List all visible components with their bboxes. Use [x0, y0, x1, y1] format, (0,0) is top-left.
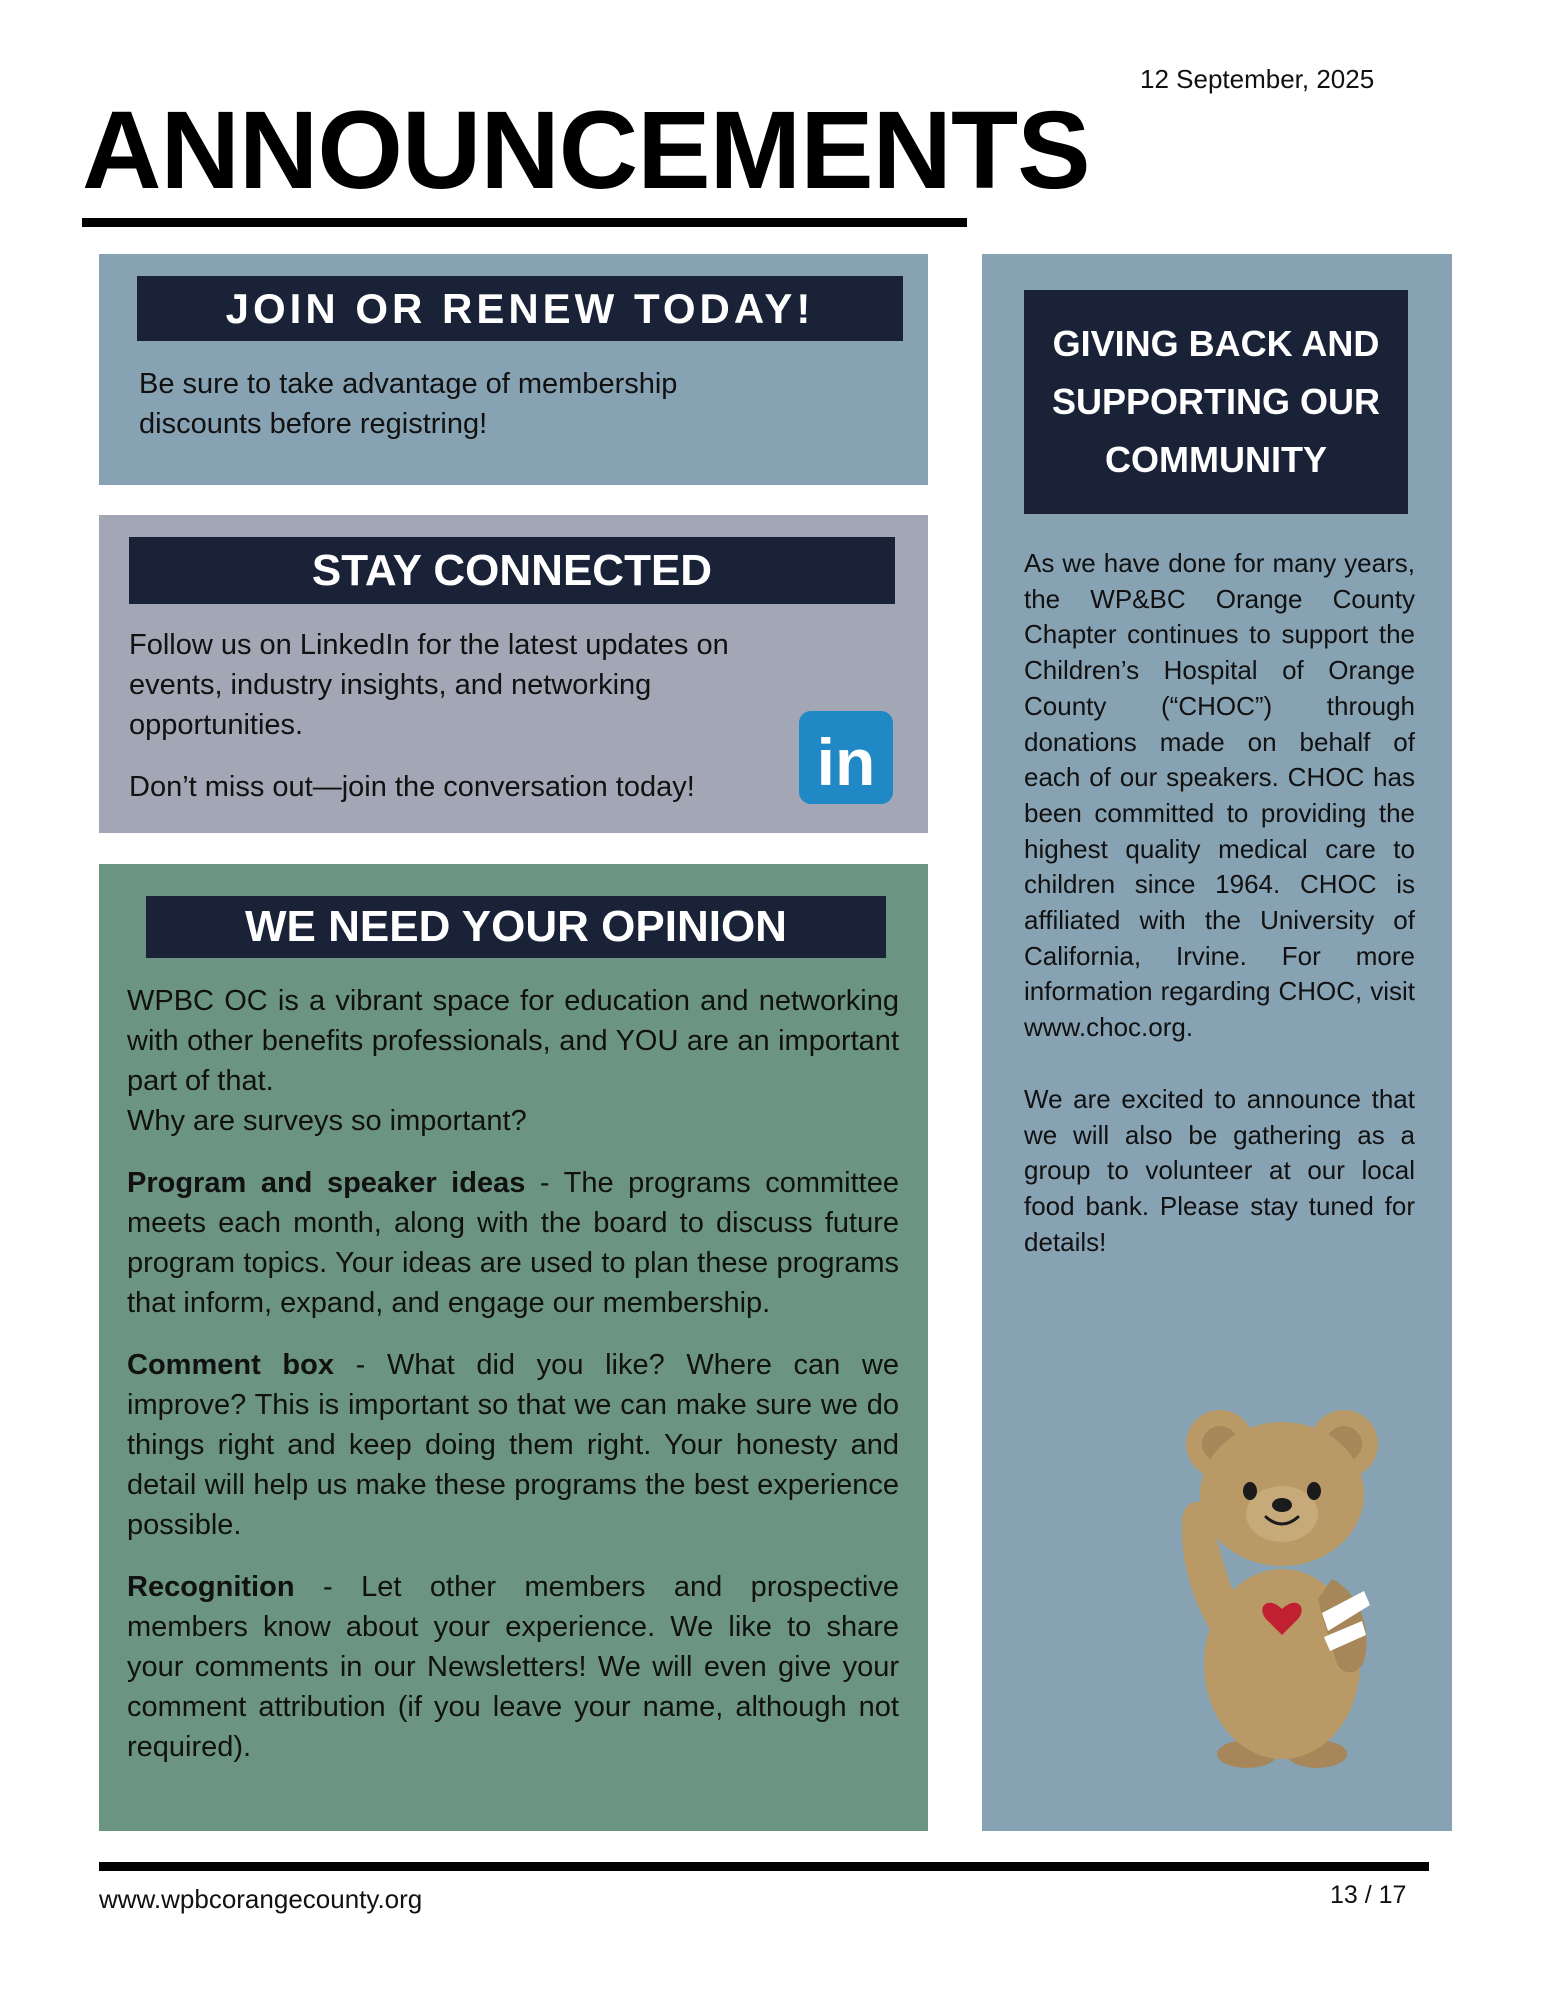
footer-divider — [99, 1862, 1429, 1871]
bear-left-eye — [1243, 1482, 1257, 1500]
date: 12 September, 2025 — [1140, 64, 1375, 94]
giving-paragraph-1: As we have done for many years, the WP&BC Orange County Chapter continues to support the Children’s Hospital of Orange County (“CHOC”) through donations made on behalf of each of our speakers. CHOC has been committed to providing the highest quality medical care to children since 1964. CHOC is affiliated with the University of California, Irvine. For more information regarding CHOC, visit www.choc.org. — [1024, 548, 1415, 1043]
giving-panel — [982, 254, 1452, 1831]
giving-text — [1024, 546, 1415, 1260]
connect-paragraph-1: Follow us on LinkedIn for the latest updates on events, industry insights, and networking opportunities. — [129, 629, 729, 741]
opinion-panel — [99, 864, 928, 1831]
opinion-heading: WE NEED YOUR OPINION — [146, 896, 886, 958]
connect-text — [129, 625, 829, 807]
giving-paragraph-2: We are excited to announce that we will also be gathering as a group to volunteer at our local food bank. Please stay tuned for details! — [1024, 1083, 1415, 1257]
join-line-1: Be sure to take advantage of membership — [139, 368, 678, 400]
teddy-bear-illustration — [1172, 1399, 1392, 1774]
opinion-item-title: Comment box — [127, 1349, 334, 1381]
footer-website-link[interactable]: www.wpbcorangecounty.org — [99, 1884, 423, 1914]
linkedin-icon-label: in — [816, 725, 876, 799]
bear-muzzle — [1246, 1486, 1318, 1542]
opinion-text — [127, 981, 899, 1767]
join-line-2: discounts before registring! — [139, 408, 488, 440]
bear-right-eye — [1307, 1482, 1321, 1500]
join-panel — [99, 254, 928, 485]
opinion-question: Why are surveys so important? — [127, 1105, 527, 1137]
opinion-item-text: - What did you like? Where can we improve? This is important so that we can make sure we do things right and keep doing them right. Your honesty and detail will help us make these programs the best experience possible. — [127, 1349, 899, 1541]
page-title: ANNOUNCEMENTS — [82, 89, 1090, 212]
opinion-item-text: - The programs committee meets each month, along with the board to discuss future program topics. Your ideas are used to plan these programs that inform, expand, and engage our membership. — [127, 1167, 899, 1319]
opinion-intro: WPBC OC is a vibrant space for education and networking with other benefits professionals, and YOU are an important part of that. — [127, 985, 899, 1097]
join-text — [139, 364, 839, 444]
title-divider — [82, 218, 967, 227]
giving-heading: GIVING BACK AND SUPPORTING OUR COMMUNITY — [1024, 290, 1408, 514]
bear-nose — [1272, 1498, 1292, 1512]
page-number: 13 / 17 — [1330, 1881, 1407, 1909]
connect-paragraph-2: Don’t miss out—join the conversation today! — [129, 771, 695, 803]
opinion-item-title: Recognition — [127, 1571, 295, 1603]
join-heading: JOIN OR RENEW TODAY! — [137, 276, 903, 341]
opinion-item-program — [127, 1163, 899, 1323]
connect-heading: STAY CONNECTED — [129, 537, 895, 604]
connect-panel — [99, 515, 928, 833]
linkedin-icon[interactable] — [799, 711, 893, 804]
opinion-item-recognition — [127, 1567, 899, 1767]
opinion-item-text: - Let other members and prospective members know about your experience. We like to share your comments in our Newsletters! We will even give your comment attribution (if you leave your name, although not required). — [127, 1571, 899, 1763]
opinion-item-title: Program and speaker ideas — [127, 1167, 526, 1199]
opinion-item-comment — [127, 1345, 899, 1545]
